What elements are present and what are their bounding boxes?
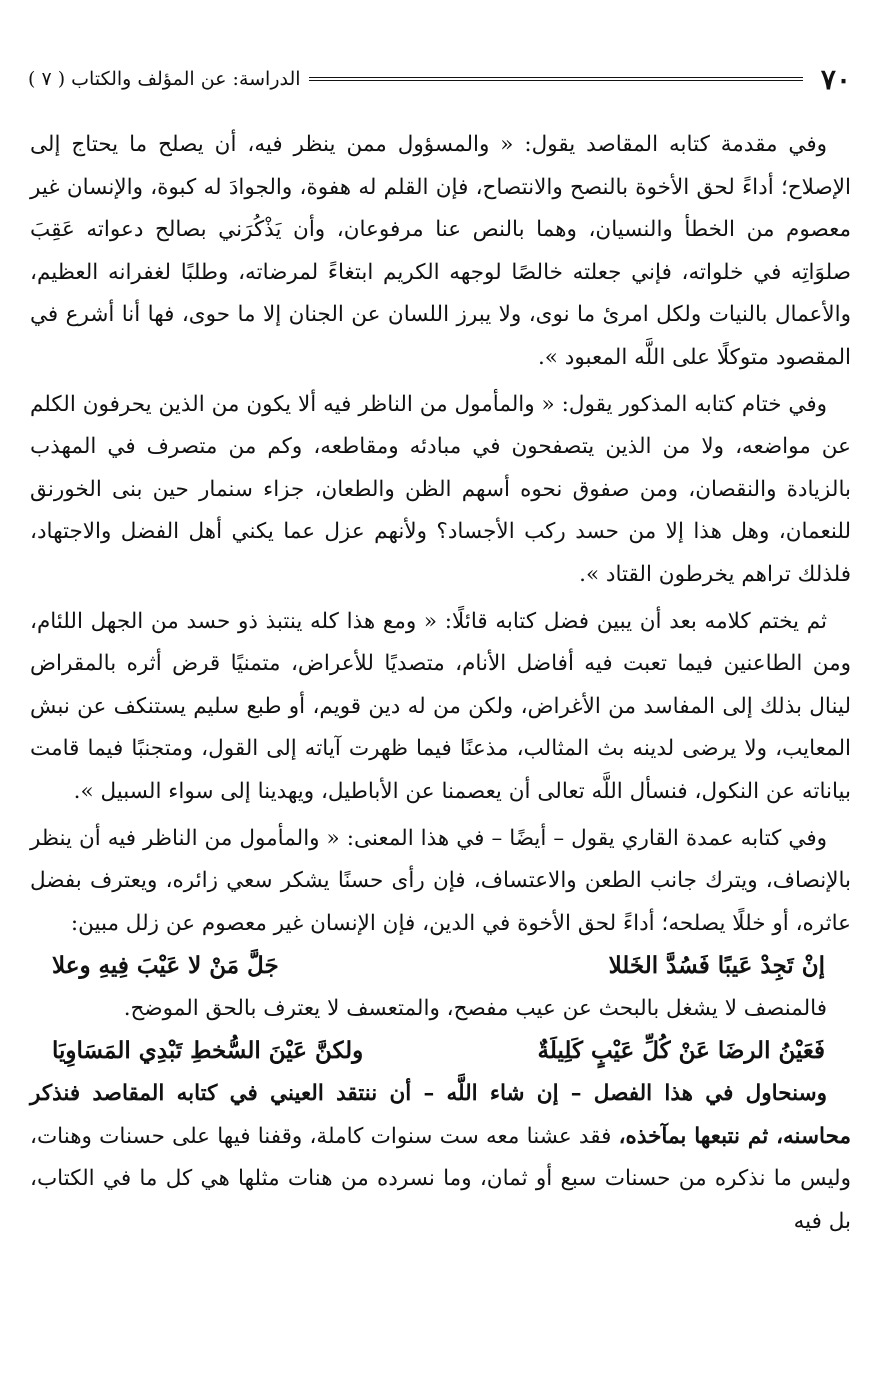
verse-1-first-hemistich: إنْ تَجِدْ عَيبًا فَسُدَّ الخَللا	[608, 952, 825, 980]
page-number: ٧٠	[820, 62, 851, 96]
paragraph-muqaddima: وفي مقدمة كتابه المقاصد يقول: « والمسؤول ممن ينظر فيه، أن يصلح ما يحتاج إلى الإصلاح؛ أداءً لحق الأخوة بالنصح والانتصاح، فإن القلم له هفوة، والجوادَ له كبوة، والإنسان غير معصوم من الخطأ والنسيان، وهما بالنص عنا مرفوعان، وأن يَذْكُرَني بصالح دعواته عَقِبَ صلوَاتِه في خلواته، فإني جعلته خالصًا لوجهه الكريم ابتغاءً لمرضاته، وطلبًا لغفرانه العظيم، والأعمال بالنيات ولكل امرئ ما نوى، ولا يبرز اللسان عن الجنان إلا ما حوى، فها أنا أشرع في المقصود متوكلًا على اللَّه المعبود ».	[30, 132, 851, 370]
closing-bold-text: وسنحاول في هذا الفصل – إن شاء اللَّه – أن ننتقد العيني في كتابه المقاصد فنذكر محاسنه، ثم نتبعها بمآخذه،	[30, 1081, 851, 1149]
verse-2-second-hemistich: ولكنَّ عَيْنَ السُّخطِ تَبْدِي المَسَاوِيَا	[52, 1037, 364, 1065]
closing-paragraph	[30, 1073, 851, 1243]
prose-between-verses: فالمنصف لا يشغل بالبحث عن عيب مفصح، والمتعسف لا يعترف بالحق الموضح.	[123, 995, 827, 1021]
verse-1-second-hemistich: جَلَّ مَنْ لا عَيْبَ فِيهِ وعلا	[52, 952, 279, 980]
poem-verse-1	[30, 945, 851, 988]
header-rule	[309, 77, 803, 81]
running-title: الدراسة: عن المؤلف والكتاب ( ٧ )	[28, 68, 301, 90]
paragraph-umdat-al-qari: وفي كتابه عمدة القاري يقول – أيضًا – في هذا المعنى: « والمأمول من الناظر فيه أن ينظر بالإنصاف، ويترك جانب الطعن والاعتساف، فإن رأى حسنًا يشكر سعي زائره، ويعترف بفضل عاثره، أو خللًا يصلحه؛ أداءً لحق الأخوة في الدين، فإن الإنسان غير معصوم عن زلل مبين:	[30, 825, 851, 936]
closing-normal-text: فقد عشنا معه ست سنوات كاملة، وقفنا فيها على حسنات وهنات، وليس ما نذكره من حسنات سبع أو ثمان، وما نسرده من هنات مثلها هي كل ما في الكتاب، بل فيه	[30, 1123, 851, 1234]
page-header	[28, 62, 851, 96]
paragraph-fadl-kitab: ثم يختم كلامه بعد أن يبين فضل كتابه قائلًا: « ومع هذا كله ينتبذ ذو حسد من الجهل اللئام، ومن الطاعنين فيما تعبت فيه أفاضل الأنام، متصديًا للأعراض، متمنيًا قرض أثره بالمقراض لينال بذلك إلى المفاسد من الأغراض، ولكن من له دين قويم، أو طبع سليم يستنكف عن نبش المعايب، ولا يرضى لدينه بث المثالب، مذعنًا فيما ظهرت آياته إلى القول، ومتجنبًا فيما قامت بياناته عن النكول، فنسأل اللَّه تعالى أن يعصمنا عن الأباطيل، ويهدينا إلى سواء السبيل ».	[30, 608, 851, 804]
page-body	[30, 124, 851, 1243]
poem-verse-2	[30, 1030, 851, 1073]
paragraph-khitam: وفي ختام كتابه المذكور يقول: « والمأمول من الناظر فيه ألا يكون من الذين يحرفون الكلم عن مواضعه، ولا من الذين يتصفحون في مبادئه ومقاطعه، وكم من متصرف في المهذب بالزيادة والنقصان، ومن صفوق نحوه أسهم الظن والطعان، جزاء سنمار حين بنى الخورنق للنعمان، وهل هذا إلا من حسد ركب الأجساد؟ ولأنهم عزل عما يكني أهل الفضل والاجتهاد، فلذلك تراهم يخرطون القتاد ».	[30, 391, 851, 587]
verse-2-first-hemistich: فَعَيْنُ الرضَا عَنْ كُلِّ عَيْبٍ كَلِيلَةٌ	[537, 1037, 825, 1065]
